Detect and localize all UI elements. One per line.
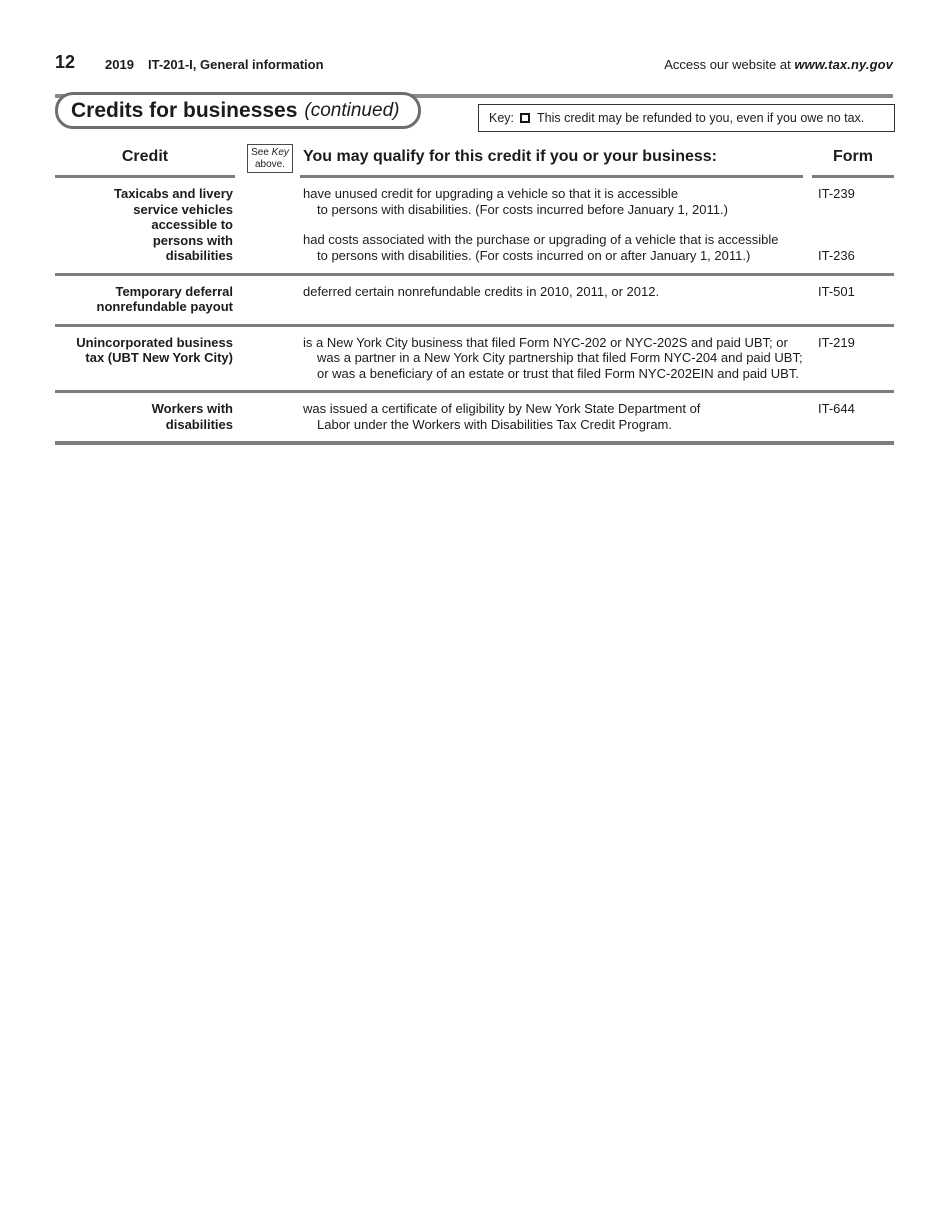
description-line: to persons with disabilities. (For costs incurred before January 1, 2011.) — [317, 201, 728, 217]
key-legend-box — [478, 104, 895, 132]
website-note-text: Access our website at — [664, 57, 795, 72]
column-header-form: Form — [833, 148, 873, 165]
credit-name — [55, 186, 233, 264]
credit-name-line: Workers with — [151, 401, 233, 416]
credit-descriptions — [303, 401, 894, 432]
form-number: IT-236 — [818, 247, 855, 263]
table-body — [55, 178, 894, 445]
credit-entry — [303, 232, 894, 263]
form-number: IT-501 — [818, 283, 855, 299]
website-url: www.tax.ny.gov — [794, 57, 893, 72]
see-key-key: Key — [271, 147, 289, 158]
credit-entry — [303, 186, 894, 217]
qualify-description — [303, 335, 808, 382]
credit-name-line: disabilities — [165, 248, 233, 263]
column-header-credit: Credit — [121, 148, 169, 165]
qualify-description — [303, 232, 808, 263]
credit-name — [55, 401, 233, 432]
credit-name — [55, 284, 233, 315]
table-row — [55, 276, 894, 327]
section-title-continued: (continued) — [304, 99, 400, 121]
form-number: IT-219 — [818, 334, 855, 350]
page-number: 12 — [55, 52, 76, 72]
section-title: Credits for businesses — [71, 98, 298, 122]
table-row — [55, 393, 894, 445]
see-key-note — [247, 144, 293, 173]
see-key-above: above. — [254, 158, 286, 170]
qualify-description — [303, 401, 808, 432]
doc-year: 2019 — [105, 57, 134, 72]
description-line: have unused credit for upgrading a vehicle so that it is accessible — [303, 186, 679, 201]
credit-name-line: service vehicles — [133, 201, 233, 217]
key-label: Key: — [489, 111, 515, 125]
credit-name-line: Unincorporated business — [76, 334, 233, 350]
credit-name — [55, 335, 233, 382]
form-number: IT-239 — [818, 186, 855, 201]
credit-name-line: tax (UBT New York City) — [85, 350, 233, 365]
credit-name-line: accessible to — [151, 217, 233, 232]
credits-table — [55, 140, 894, 445]
qualify-description — [303, 284, 808, 300]
table-header-row — [55, 140, 894, 178]
key-text: This credit may be refunded to you, even if you owe no tax. — [537, 111, 865, 125]
checkbox-icon — [520, 113, 530, 123]
column-header-qualify: You may qualify for this credit if you or your business: — [303, 148, 717, 165]
see-key-see: See — [251, 147, 269, 158]
header-underline-form — [812, 175, 894, 178]
description-line: to persons with disabilities. (For costs incurred on or after January 1, 2011.) — [317, 247, 751, 263]
header-underline-qualify — [300, 175, 803, 178]
description-line: had costs associated with the purchase or upgrading of a vehicle that is accessible — [303, 232, 779, 247]
credit-name-line: nonrefundable payout — [96, 299, 233, 314]
credit-entry — [303, 284, 894, 300]
credit-name-line: Taxicabs and livery — [114, 186, 233, 201]
description-line: Labor under the Workers with Disabilities Tax Credit Program. — [317, 416, 672, 432]
credit-descriptions — [303, 284, 894, 315]
header-underline-credit — [55, 175, 235, 178]
credit-descriptions — [303, 186, 894, 264]
website-note — [664, 57, 893, 72]
credit-descriptions — [303, 335, 894, 382]
form-number: IT-644 — [818, 401, 855, 416]
credit-entry — [303, 401, 894, 432]
doc-title: IT-201-I, General information — [148, 57, 324, 72]
credit-name-line: persons with — [152, 232, 233, 248]
credit-entry — [303, 335, 894, 382]
section-title-pill — [55, 92, 421, 129]
description-line: was issued a certificate of eligibility by New York State Department of — [303, 401, 701, 416]
description-line: or was a beneficiary of an estate or trust that filed Form NYC-202EIN and paid UBT. — [317, 365, 799, 381]
description-line: deferred certain nonrefundable credits in 2010, 2011, or 2012. — [303, 283, 660, 299]
credit-name-line: disabilities — [165, 416, 233, 432]
credit-name-line: Temporary deferral — [115, 283, 233, 299]
qualify-description — [303, 186, 808, 217]
description-line: was a partner in a New York City partnership that filed Form NYC-204 and paid UBT; — [317, 350, 803, 365]
description-line: is a New York City business that filed Form NYC-202 or NYC-202S and paid UBT; or — [303, 334, 788, 350]
table-row — [55, 178, 894, 276]
table-row — [55, 327, 894, 394]
